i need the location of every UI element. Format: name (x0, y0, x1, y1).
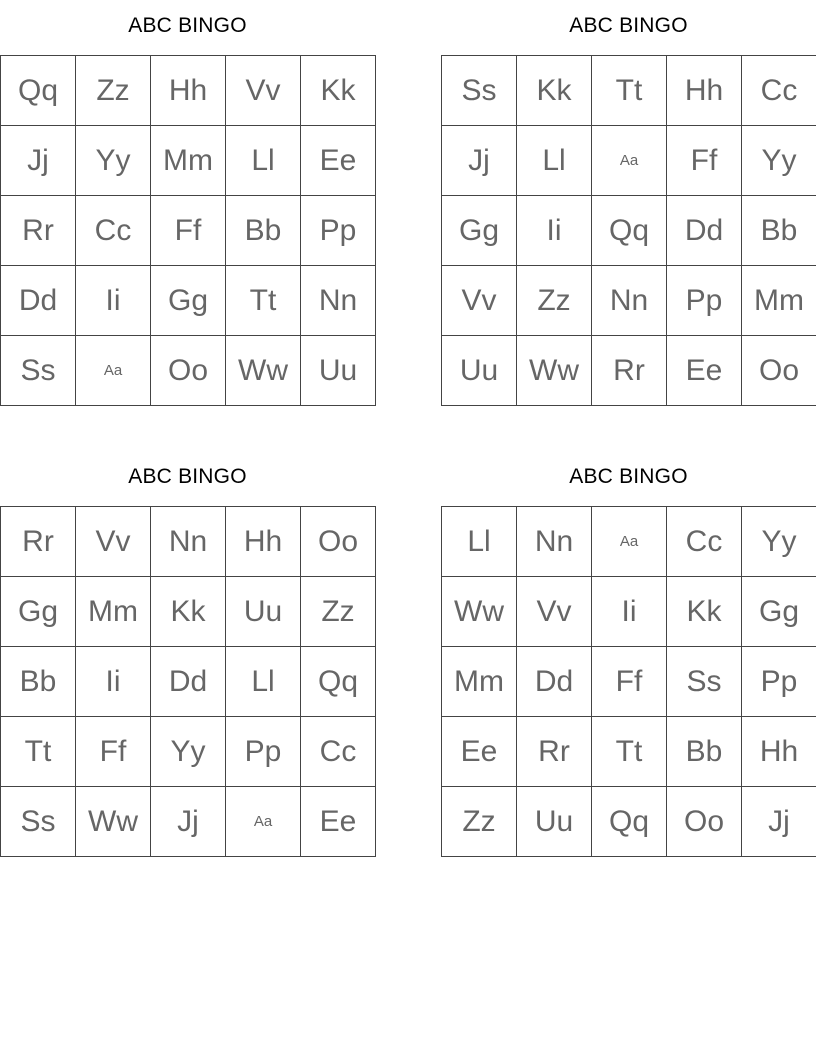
bingo-cell: Gg (1, 577, 76, 647)
bingo-cell: Ff (592, 647, 667, 717)
bingo-cell: Ww (226, 336, 301, 406)
bingo-cell: Jj (442, 126, 517, 196)
bingo-free-cell: Aa (76, 336, 151, 406)
bingo-row (1, 266, 376, 336)
card-title: ABC BINGO (128, 465, 247, 488)
bingo-cell: Hh (742, 717, 816, 787)
bingo-cell: Yy (151, 717, 226, 787)
bingo-grid (441, 55, 816, 406)
bingo-cell: Kk (301, 56, 376, 126)
bingo-cell: Rr (1, 507, 76, 577)
bingo-cell: Jj (1, 126, 76, 196)
bingo-cell: Qq (301, 647, 376, 717)
bingo-cell: Zz (301, 577, 376, 647)
bingo-cell: Vv (76, 507, 151, 577)
bingo-cell: Kk (667, 577, 742, 647)
bingo-cell: Ff (76, 717, 151, 787)
bingo-row (442, 56, 816, 126)
bingo-cell: Yy (76, 126, 151, 196)
bingo-cell: Zz (442, 787, 517, 857)
bingo-cell: Ss (442, 56, 517, 126)
bingo-cell: Vv (442, 266, 517, 336)
bingo-cell: Cc (76, 196, 151, 266)
bingo-cell: Ll (226, 126, 301, 196)
bingo-cell: Gg (151, 266, 226, 336)
bingo-cell: Ss (1, 336, 76, 406)
bingo-cell: Mm (76, 577, 151, 647)
bingo-row (442, 787, 816, 857)
bingo-cell: Yy (742, 126, 816, 196)
bingo-cell: Ff (151, 196, 226, 266)
card-title: ABC BINGO (128, 14, 247, 37)
bingo-cell: Nn (301, 266, 376, 336)
bingo-cell: Tt (1, 717, 76, 787)
bingo-cell: Pp (226, 717, 301, 787)
bingo-free-cell: Aa (226, 787, 301, 857)
bingo-cell: Oo (742, 336, 816, 406)
bingo-cell: Tt (592, 56, 667, 126)
bingo-cell: Jj (151, 787, 226, 857)
bingo-cell: Ww (517, 336, 592, 406)
bingo-cell: Gg (742, 577, 816, 647)
bingo-row (1, 507, 376, 577)
bingo-cell: Cc (667, 507, 742, 577)
bingo-cell: Uu (301, 336, 376, 406)
bingo-row (1, 577, 376, 647)
card-title: ABC BINGO (569, 14, 688, 37)
bingo-cell: Ee (667, 336, 742, 406)
bingo-cell: Kk (151, 577, 226, 647)
bingo-cell: Yy (742, 507, 816, 577)
bingo-cell: Qq (1, 56, 76, 126)
bingo-cell: Bb (1, 647, 76, 717)
bingo-cell: Tt (226, 266, 301, 336)
bingo-cell: Uu (442, 336, 517, 406)
bingo-cell: Vv (226, 56, 301, 126)
bingo-row (1, 717, 376, 787)
bingo-row (442, 507, 816, 577)
bingo-cell: Bb (667, 717, 742, 787)
bingo-row (1, 787, 376, 857)
bingo-row (442, 126, 816, 196)
bingo-row (442, 196, 816, 266)
bingo-row (1, 196, 376, 266)
bingo-cell: Ee (442, 717, 517, 787)
bingo-row (1, 56, 376, 126)
bingo-cell: Oo (667, 787, 742, 857)
bingo-cell: Rr (1, 196, 76, 266)
bingo-row (1, 647, 376, 717)
bingo-cell: Uu (226, 577, 301, 647)
bingo-cell: Mm (151, 126, 226, 196)
bingo-cell: Bb (226, 196, 301, 266)
bingo-cell: Dd (1, 266, 76, 336)
bingo-grid (0, 55, 376, 406)
bingo-cell: Nn (517, 507, 592, 577)
bingo-row (442, 717, 816, 787)
bingo-cell: Gg (442, 196, 517, 266)
bingo-cell: Ii (592, 577, 667, 647)
bingo-cell: Ww (76, 787, 151, 857)
bingo-cell: Ff (667, 126, 742, 196)
bingo-cell: Ll (517, 126, 592, 196)
bingo-row (1, 336, 376, 406)
bingo-cell: Ee (301, 126, 376, 196)
bingo-row (442, 266, 816, 336)
card-title: ABC BINGO (569, 465, 688, 488)
bingo-grid (0, 506, 376, 857)
bingo-cell: Tt (592, 717, 667, 787)
bingo-cell: Pp (301, 196, 376, 266)
bingo-cell: Qq (592, 196, 667, 266)
bingo-row (1, 126, 376, 196)
bingo-cell: Cc (742, 56, 816, 126)
bingo-cell: Ll (442, 507, 517, 577)
bingo-cell: Hh (151, 56, 226, 126)
bingo-free-cell: Aa (592, 507, 667, 577)
bingo-cell: Dd (151, 647, 226, 717)
bingo-cell: Ee (301, 787, 376, 857)
bingo-cell: Ii (517, 196, 592, 266)
bingo-row (442, 577, 816, 647)
bingo-cell: Pp (667, 266, 742, 336)
bingo-cell: Qq (592, 787, 667, 857)
bingo-cell: Ii (76, 266, 151, 336)
bingo-cell: Oo (151, 336, 226, 406)
bingo-cell: Mm (742, 266, 816, 336)
bingo-cell: Vv (517, 577, 592, 647)
bingo-cell: Oo (301, 507, 376, 577)
bingo-cell: Hh (667, 56, 742, 126)
bingo-cell: Rr (592, 336, 667, 406)
bingo-cell: Ll (226, 647, 301, 717)
bingo-cell: Nn (592, 266, 667, 336)
bingo-cell: Dd (667, 196, 742, 266)
bingo-cell: Uu (517, 787, 592, 857)
bingo-cell: Jj (742, 787, 816, 857)
bingo-cell: Zz (517, 266, 592, 336)
bingo-cell: Bb (742, 196, 816, 266)
bingo-row (442, 336, 816, 406)
bingo-cell: Pp (742, 647, 816, 717)
bingo-cell: Ww (442, 577, 517, 647)
bingo-cell: Ii (76, 647, 151, 717)
bingo-cell: Nn (151, 507, 226, 577)
bingo-cell: Zz (76, 56, 151, 126)
bingo-cell: Kk (517, 56, 592, 126)
bingo-row (442, 647, 816, 717)
bingo-cell: Dd (517, 647, 592, 717)
bingo-cell: Ss (1, 787, 76, 857)
bingo-cell: Mm (442, 647, 517, 717)
bingo-cell: Hh (226, 507, 301, 577)
bingo-free-cell: Aa (592, 126, 667, 196)
bingo-cell: Ss (667, 647, 742, 717)
bingo-cell: Rr (517, 717, 592, 787)
bingo-cell: Cc (301, 717, 376, 787)
bingo-grid (441, 506, 816, 857)
